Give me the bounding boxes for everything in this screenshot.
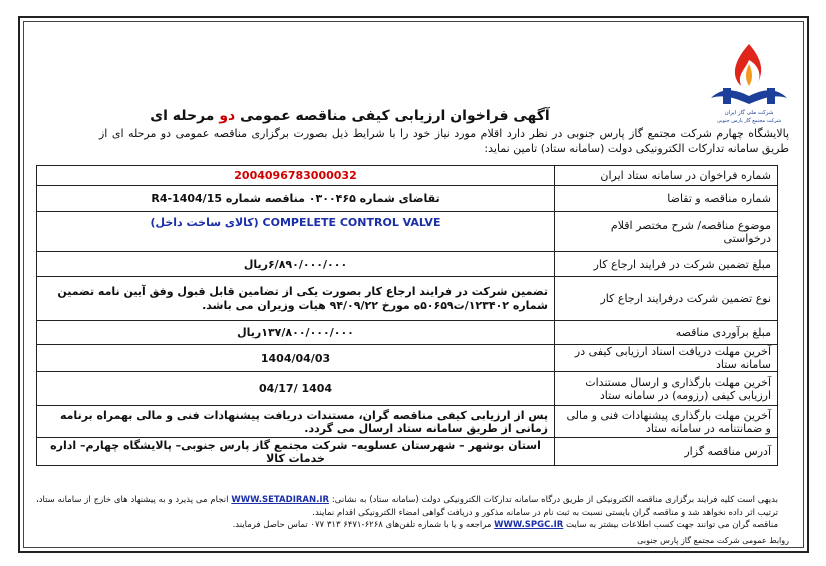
table-row <box>37 252 778 277</box>
footer-paragraph-1 <box>36 494 778 519</box>
intro-paragraph: پالایشگاه چهارم شرکت مجتمع گاز پارس جنوبی در نظر دارد اقلام مورد نیاز خود را با شرایط ذیل بصورت برگزاری مناقصه عمومی دو مرحله ای از طریق سامانه تدارکات الکترونیکی دولت (سامانه ستاد) تامین نماید: <box>99 127 789 155</box>
row-value: 1404/04/03 <box>37 345 555 372</box>
row-label: آخرین مهلت دریافت اسناد ارزیابی کیفی در سامانه ستاد <box>555 345 778 372</box>
title-part-1: آگهی فراخوان ارزیابی کیفی مناقصه عمومی <box>235 108 550 124</box>
footer-text: انجام می پذیرد و به پیشنهاد های خارج از سامانه ستاد، ترتیب اثر داده نخواهد شد و مناقصه گران بایستی نسبت به ثبت نام در سامانه مذکور و دریافت گواهی امضاء الکترونیکی اقدام نمایند. <box>36 495 778 518</box>
row-label: مبلغ برآوردی مناقصه <box>555 321 778 345</box>
row-label: آخرین مهلت بارگذاری پیشنهادات فنی و مالی و ضمانتنامه در سامانه ستاد <box>555 406 778 438</box>
flame-logo-icon <box>703 40 795 126</box>
row-value: استان بوشهر – شهرستان عسلویه– شرکت مجتمع گاز پارس جنوبی– پالایشگاه چهارم– اداره خدمات کالا <box>37 438 555 466</box>
notice-title <box>150 108 550 124</box>
footer-notes <box>36 494 778 532</box>
logo-line-2: شرکت مجتمع گاز پارس جنوبی <box>716 118 782 124</box>
row-value: COMPELETE CONTROL VALVE (کالای ساخت داخل) <box>37 212 555 252</box>
row-label: آدرس مناقصه گزار <box>555 438 778 466</box>
footer-paragraph-2 <box>36 519 778 532</box>
footer-text: مناقصه گران می توانند جهت کسب اطلاعات بیشتر به سایت <box>566 520 778 530</box>
row-value: پس از ارزیابی کیفی مناقصه گران، مستندات دریافت پیشنهادات فنی و مالی بهمراه برنامه زمانی از طریق سامانه ستاد ارسال می گردد. <box>37 406 555 438</box>
table-row <box>37 372 778 406</box>
table-row <box>37 166 778 186</box>
company-logo <box>703 40 795 126</box>
table-row <box>37 438 778 466</box>
table-row <box>37 277 778 321</box>
row-value: ۶/۸۹۰/۰۰۰/۰۰۰ریال <box>37 252 555 277</box>
row-value: 2004096783000032 <box>37 166 555 186</box>
table-row <box>37 186 778 212</box>
table-row <box>37 345 778 372</box>
spgc-link[interactable]: WWW.SPGC.IR <box>494 520 564 530</box>
row-label: شماره مناقصه و تقاضا <box>555 186 778 212</box>
row-value: تقاضای شماره ۰۳۰۰۴۶۵ مناقصه شماره R4-1404/15 <box>37 186 555 212</box>
row-value: 1404 /04/17 <box>37 372 555 406</box>
signature: روابط عمومی شرکت مجتمع گاز پارس جنوبی <box>637 536 789 545</box>
row-label: مبلغ تضمین شرکت در فرایند ارجاع کار <box>555 252 778 277</box>
table-row <box>37 321 778 345</box>
table-row <box>37 406 778 438</box>
footer-text: بدیهی است کلیه فرایند برگزاری مناقصه الکترونیکی از طریق درگاه سامانه تدارکات الکترونیکی دولت (سامانه ستاد) به نشانی: <box>331 495 778 505</box>
tender-info-table <box>36 165 778 466</box>
row-label: آخرین مهلت بارگذاری و ارسال مستندات ارزیابی کیفی (رزومه) در سامانه ستاد <box>555 372 778 406</box>
row-label: موضوع مناقصه/ شرح مختصر اقلام درخواستی <box>555 212 778 252</box>
table-row <box>37 212 778 252</box>
footer-text: مراجعه و یا با شماره تلفن‌های ۶۲۶۸-۶۴۷۱ ۳۱۳ ۰۷۷ تماس حاصل فرمایند. <box>232 520 492 530</box>
title-highlight: دو <box>219 108 236 124</box>
notice-page <box>18 16 809 553</box>
row-value: ۱۳۷/۸۰۰/۰۰۰/۰۰۰ریال <box>37 321 555 345</box>
row-label: نوع تضمین شرکت درفرایند ارجاع کار <box>555 277 778 321</box>
row-value: تضمین شرکت در فرایند ارجاع کار بصورت یکی از تضامین قابل قبول وفق آیین نامه تضمین شماره ۱۲۳۴۰۲/ت۵۰۶۵۹ه مورخ ۹۴/۰۹/۲۲ هیات وزیران می باشد. <box>37 277 555 321</box>
setadiran-link[interactable]: WWW.SETADIRAN.IR <box>231 495 330 505</box>
title-part-2: مرحله ای <box>150 108 220 124</box>
logo-line-1: شرکت ملی گاز ایران <box>724 110 774 116</box>
row-label: شماره فراخوان در سامانه ستاد ایران <box>555 166 778 186</box>
